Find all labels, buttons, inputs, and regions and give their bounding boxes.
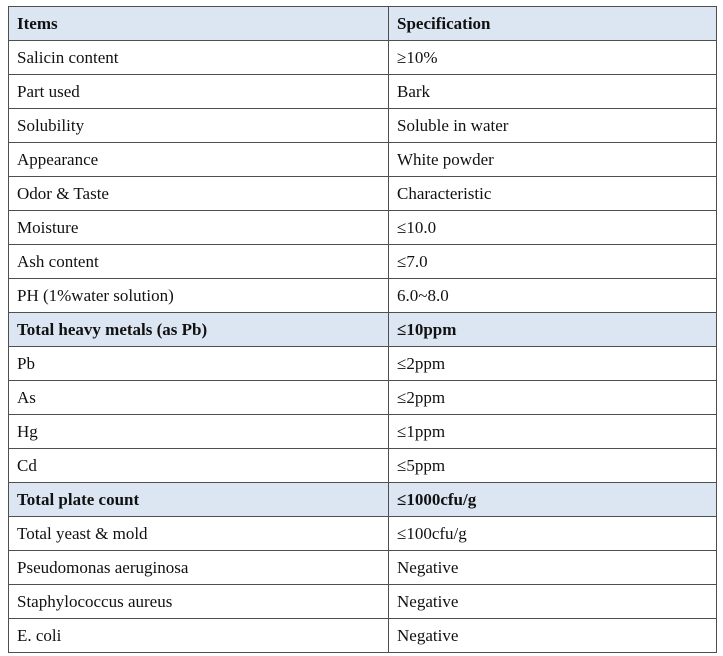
spec-cell: 6.0~8.0	[389, 279, 717, 313]
table-row	[9, 41, 717, 75]
table-row	[9, 109, 717, 143]
item-cell: Cd	[9, 449, 389, 483]
spec-cell: ≤2ppm	[389, 381, 717, 415]
table-row	[9, 551, 717, 585]
spec-cell: ≤2ppm	[389, 347, 717, 381]
spec-cell: ≤1ppm	[389, 415, 717, 449]
spec-cell: ≤100cfu/g	[389, 517, 717, 551]
spec-cell: ≤5ppm	[389, 449, 717, 483]
column-header-specification: Specification	[389, 7, 717, 41]
item-cell: E. coli	[9, 619, 389, 653]
spec-cell: ≤1000cfu/g	[389, 483, 717, 517]
spec-cell: White powder	[389, 143, 717, 177]
item-cell: Total plate count	[9, 483, 389, 517]
item-cell: Solubility	[9, 109, 389, 143]
item-cell: Pseudomonas aeruginosa	[9, 551, 389, 585]
item-cell: Part used	[9, 75, 389, 109]
column-header-items: Items	[9, 7, 389, 41]
item-cell: Ash content	[9, 245, 389, 279]
spec-cell: Negative	[389, 585, 717, 619]
spec-cell: ≤7.0	[389, 245, 717, 279]
spec-cell: ≥10%	[389, 41, 717, 75]
spec-cell: Negative	[389, 551, 717, 585]
item-cell: Moisture	[9, 211, 389, 245]
item-cell: Staphylococcus aureus	[9, 585, 389, 619]
item-cell: Salicin content	[9, 41, 389, 75]
table-row	[9, 75, 717, 109]
table-row-heavy-metals	[9, 313, 717, 347]
table-row	[9, 585, 717, 619]
item-cell: Total yeast & mold	[9, 517, 389, 551]
spec-cell: Characteristic	[389, 177, 717, 211]
table-row-plate-count	[9, 483, 717, 517]
table-row	[9, 415, 717, 449]
spec-cell: ≤10ppm	[389, 313, 717, 347]
table-row	[9, 245, 717, 279]
table-row	[9, 211, 717, 245]
item-cell: As	[9, 381, 389, 415]
item-cell: Appearance	[9, 143, 389, 177]
table-row	[9, 381, 717, 415]
table-row	[9, 449, 717, 483]
spec-cell: Negative	[389, 619, 717, 653]
table-row	[9, 143, 717, 177]
table-row	[9, 347, 717, 381]
item-cell: Hg	[9, 415, 389, 449]
specification-table	[8, 6, 717, 653]
table-row	[9, 619, 717, 653]
spec-cell: ≤10.0	[389, 211, 717, 245]
table-row	[9, 177, 717, 211]
item-cell: Total heavy metals (as Pb)	[9, 313, 389, 347]
table-row	[9, 517, 717, 551]
item-cell: Pb	[9, 347, 389, 381]
spec-cell: Bark	[389, 75, 717, 109]
item-cell: PH (1%water solution)	[9, 279, 389, 313]
spec-cell: Soluble in water	[389, 109, 717, 143]
table-header-row	[9, 7, 717, 41]
item-cell: Odor & Taste	[9, 177, 389, 211]
table-row	[9, 279, 717, 313]
